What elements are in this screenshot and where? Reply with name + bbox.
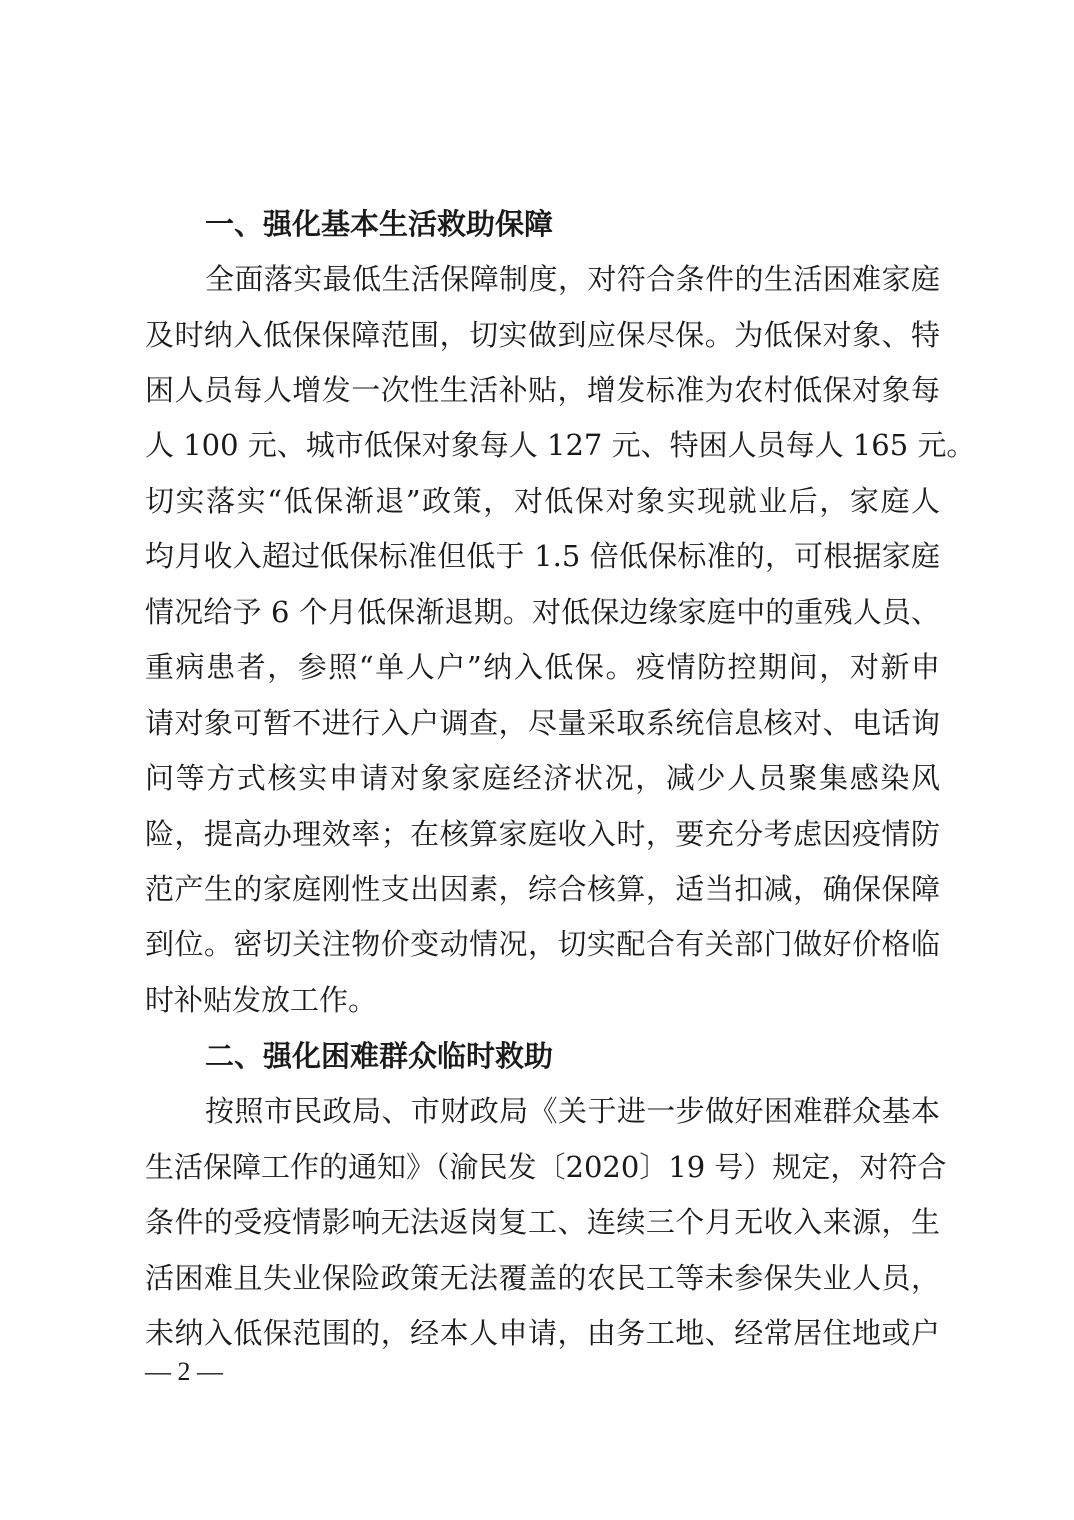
paragraph-line: 活困难且失业保险政策无法覆盖的农民工等未参保失业人员， xyxy=(145,1261,940,1295)
paragraph-line: 及时纳入低保保障范围，切实做到应保尽保。为低保对象、特 xyxy=(145,318,940,352)
section-heading: 一、强化基本生活救助保障 xyxy=(205,207,554,241)
page-number: — 2 — xyxy=(145,1357,223,1386)
paragraph-line: 全面落实最低生活保障制度，对符合条件的生活困难家庭 xyxy=(205,262,940,296)
paragraph-line: 险，提高办理效率；在核算家庭收入时，要充分考虑因疫情防 xyxy=(145,817,940,851)
paragraph-line: 请对象可暂不进行入户调查，尽量采取系统信息核对、电话询 xyxy=(145,706,940,740)
paragraph-line: 困人员每人增发一次性生活补贴，增发标准为农村低保对象每 xyxy=(145,373,940,407)
paragraph-line: 均月收入超过低保标准但低于 1.5 倍低保标准的，可根据家庭 xyxy=(145,539,940,573)
paragraph-line: 按照市民政局、市财政局《关于进一步做好困难群众基本 xyxy=(205,1094,940,1128)
paragraph-line: 情况给予 6 个月低保渐退期。对低保边缘家庭中的重残人员、 xyxy=(145,595,940,629)
section-heading: 二、强化困难群众临时救助 xyxy=(205,1039,554,1073)
paragraph-line: 人 100 元、城市低保对象每人 127 元、特困人员每人 165 元。 xyxy=(145,428,976,462)
paragraph-line: 时补贴发放工作。 xyxy=(145,983,378,1017)
paragraph-line: 条件的受疫情影响无法返岗复工、连续三个月无收入来源，生 xyxy=(145,1205,940,1239)
paragraph-line: 重病患者，参照“单人户”纳入低保。疫情防控期间，对新申 xyxy=(145,650,940,684)
paragraph-line: 问等方式核实申请对象家庭经济状况，减少人员聚集感染风 xyxy=(145,761,940,795)
paragraph-line: 切实落实“低保渐退”政策，对低保对象实现就业后，家庭人 xyxy=(145,484,940,518)
paragraph-line: 未纳入低保范围的，经本人申请，由务工地、经常居住地或户 xyxy=(145,1316,940,1350)
paragraph-line: 到位。密切关注物价变动情况，切实配合有关部门做好价格临 xyxy=(145,927,940,961)
paragraph-line: 范产生的家庭刚性支出因素，综合核算，适当扣减，确保保障 xyxy=(145,872,940,906)
paragraph-line: 生活保障工作的通知》（渝民发〔2020〕19 号）规定，对符合 xyxy=(145,1150,947,1184)
